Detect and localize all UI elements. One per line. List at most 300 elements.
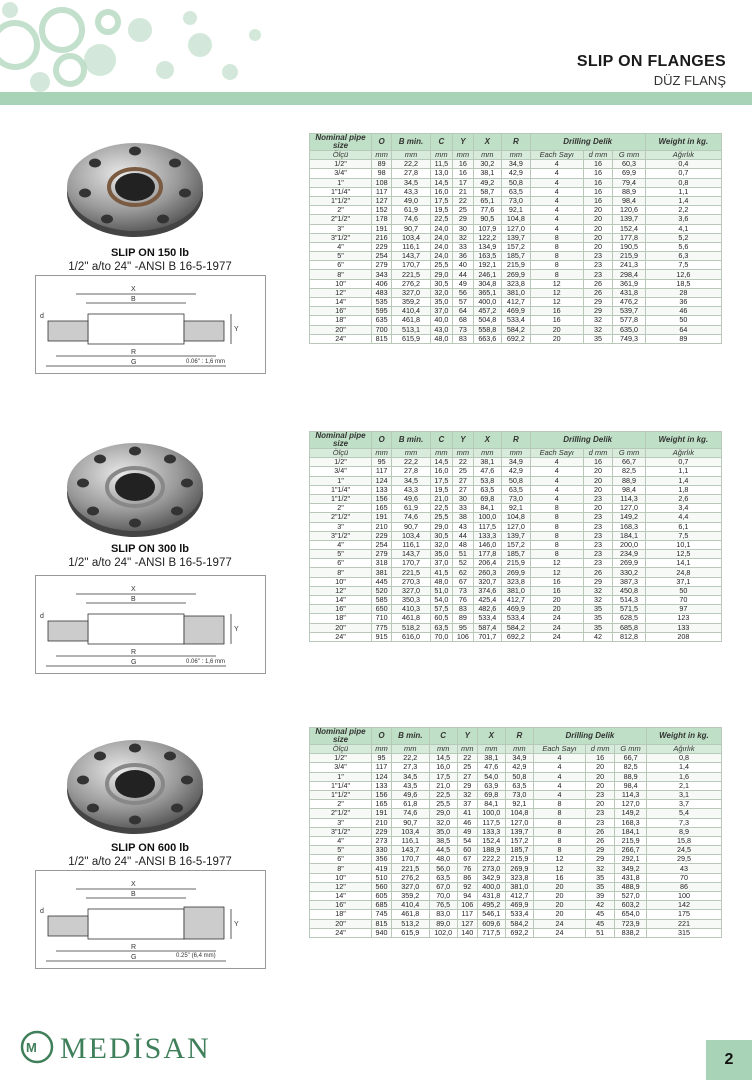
- table-cell: 35: [583, 623, 613, 632]
- table-cell: 34,9: [502, 160, 531, 169]
- table-cell: 90,7: [392, 224, 430, 233]
- table-cell: 44: [453, 531, 473, 540]
- table-cell: 74,6: [392, 215, 430, 224]
- table-cell: 88,9: [613, 187, 645, 196]
- table-row: [310, 224, 722, 233]
- table-cell: 43,3: [392, 187, 430, 196]
- table-cell: 3": [310, 522, 372, 531]
- table-cell: 32: [457, 790, 477, 799]
- table-cell: 63,5: [502, 485, 531, 494]
- table-cell: 595: [372, 307, 392, 316]
- table-cell: 241,3: [613, 261, 645, 270]
- table-cell: 2"1/2": [310, 809, 372, 818]
- table-cell: 43,3: [392, 485, 430, 494]
- table-cell: 143,7: [392, 252, 430, 261]
- table-cell: 323,8: [502, 279, 531, 288]
- table-cell: 30,2: [473, 160, 502, 169]
- table-cell: 692,2: [502, 334, 531, 343]
- table-row: [310, 864, 722, 873]
- table-cell: 254: [372, 252, 392, 261]
- table-cell: 60: [457, 846, 477, 855]
- table-cell: 152: [372, 206, 392, 215]
- svg-text:Y: Y: [234, 326, 239, 333]
- table-cell: 142: [646, 901, 721, 910]
- table-cell: 16: [583, 169, 613, 178]
- table-cell: 514,3: [613, 596, 645, 605]
- table-row: [310, 772, 722, 781]
- table-cell: 73: [453, 586, 473, 595]
- table-cell: 246,1: [473, 270, 502, 279]
- table-cell: 79,4: [613, 178, 645, 187]
- table-cell: 34,9: [502, 458, 531, 467]
- table-cell: 273,0: [477, 864, 505, 873]
- table-cell: 134,9: [473, 242, 502, 251]
- table-cell: 254: [372, 540, 392, 549]
- decorative-bubbles: [0, 0, 300, 100]
- table-cell: 122,2: [473, 233, 502, 242]
- table-cell: 42,9: [505, 763, 533, 772]
- table-cell: 24: [533, 919, 585, 928]
- col-drilling: Drilling Delik: [530, 134, 645, 151]
- table-row: [310, 325, 722, 334]
- table-cell: 191: [372, 224, 392, 233]
- table-cell: 35,0: [430, 550, 453, 559]
- table-cell: 4: [533, 763, 585, 772]
- table-cell: 558,8: [473, 325, 502, 334]
- table-cell: 24": [310, 928, 372, 937]
- table-cell: 104,8: [505, 809, 533, 818]
- table-cell: 412,7: [502, 298, 531, 307]
- table-cell: 45: [586, 910, 615, 919]
- table-cell: 89: [453, 614, 473, 623]
- table-cell: 431,8: [613, 288, 645, 297]
- table-cell: 1/2": [310, 754, 372, 763]
- table-cell: 10": [310, 873, 372, 882]
- table-cell: 4: [530, 224, 583, 233]
- table-cell: 488,9: [615, 882, 647, 891]
- table-cell: 327,0: [392, 288, 430, 297]
- table-cell: 20: [586, 781, 615, 790]
- table-cell: 1,1: [645, 187, 721, 196]
- table-row: [310, 178, 722, 187]
- table-cell: 50,8: [502, 178, 531, 187]
- table-cell: 26: [583, 279, 613, 288]
- table-cell: 127,0: [613, 504, 645, 513]
- table-cell: 457,2: [473, 307, 502, 316]
- table-cell: 37: [457, 800, 477, 809]
- table-cell: 587,4: [473, 623, 502, 632]
- table-cell: 185,7: [502, 550, 531, 559]
- table-cell: 25: [457, 763, 477, 772]
- table-cell: 0,8: [646, 754, 721, 763]
- table-cell: 42,9: [502, 169, 531, 178]
- table-cell: 4: [530, 169, 583, 178]
- table-cell: 51,0: [430, 586, 453, 595]
- table-cell: 546,1: [477, 910, 505, 919]
- table-cell: 1,6: [646, 772, 721, 781]
- table-cell: 23: [586, 818, 615, 827]
- table-cell: 0,4: [645, 160, 721, 169]
- table-cell: 513,1: [392, 325, 430, 334]
- table-cell: 77,6: [473, 206, 502, 215]
- table-cell: 533,4: [505, 910, 533, 919]
- table-cell: 10,1: [645, 540, 721, 549]
- table-cell: 815: [372, 334, 392, 343]
- table-cell: 266,7: [615, 846, 647, 855]
- table-cell: 61,8: [391, 800, 429, 809]
- table-cell: 5,4: [646, 809, 721, 818]
- table-cell: 20: [583, 233, 613, 242]
- table-cell: 20: [583, 467, 613, 476]
- table-cell: 21,0: [429, 781, 457, 790]
- table-cell: 745: [372, 910, 392, 919]
- table-cell: 63,5: [502, 187, 531, 196]
- table-cell: 64: [453, 307, 473, 316]
- table-cell: 8": [310, 270, 372, 279]
- table-cell: 22: [453, 458, 473, 467]
- table-cell: 24,5: [646, 846, 721, 855]
- table-cell: 149,2: [613, 513, 645, 522]
- table-cell: 270,3: [392, 577, 430, 586]
- section-standard: 1/2'' a/to 24'' -ANSI B 16-5-1977: [68, 261, 232, 273]
- svg-text:R: R: [131, 349, 137, 356]
- table-cell: 23: [583, 531, 613, 540]
- table-cell: 445: [372, 577, 392, 586]
- table-cell: 12: [530, 559, 583, 568]
- table-cell: 2": [310, 206, 372, 215]
- col-weight: Weight in kg.: [645, 134, 721, 151]
- table-row: [310, 215, 722, 224]
- table-cell: 98,4: [615, 781, 647, 790]
- table-cell: 156: [372, 790, 392, 799]
- table-cell: 84,1: [473, 504, 502, 513]
- flange-drawing-150: [35, 275, 266, 374]
- table-cell: 215,9: [502, 261, 531, 270]
- table-cell: 12: [530, 298, 583, 307]
- table-cell: 29: [583, 307, 613, 316]
- table-cell: 685: [372, 901, 392, 910]
- table-cell: 29,0: [430, 522, 453, 531]
- table-cell: 38: [453, 513, 473, 522]
- table-cell: 1": [310, 476, 372, 485]
- table-cell: 43: [646, 864, 721, 873]
- table-cell: 66,7: [613, 458, 645, 467]
- table-cell: 7,3: [646, 818, 721, 827]
- table-cell: 8: [530, 233, 583, 242]
- table-cell: 90,7: [392, 522, 430, 531]
- table-cell: 27: [453, 476, 473, 485]
- table-cell: 34,5: [391, 772, 429, 781]
- table-cell: 34,9: [505, 754, 533, 763]
- table-cell: 533,4: [473, 614, 502, 623]
- table-cell: 2,2: [645, 206, 721, 215]
- table-cell: 298,4: [613, 270, 645, 279]
- table-cell: 20: [530, 596, 583, 605]
- table-cell: 30: [453, 494, 473, 503]
- table-cell: 139,7: [613, 215, 645, 224]
- table-cell: 157,2: [502, 242, 531, 251]
- table-cell: 60,3: [613, 160, 645, 169]
- table-cell: 84,1: [477, 800, 505, 809]
- table-cell: 20: [533, 901, 585, 910]
- table-cell: 476,2: [613, 298, 645, 307]
- table-cell: 17,5: [429, 772, 457, 781]
- table-cell: 685,8: [613, 623, 645, 632]
- table-cell: 168,3: [615, 818, 647, 827]
- table-cell: 269,9: [502, 568, 531, 577]
- table-cell: 603,2: [615, 901, 647, 910]
- table-cell: 65,1: [473, 196, 502, 205]
- table-cell: 185,7: [502, 252, 531, 261]
- table-cell: 654,0: [615, 910, 647, 919]
- table-row: [310, 818, 722, 827]
- table-cell: 24": [310, 334, 372, 343]
- table-cell: 4: [530, 178, 583, 187]
- table-cell: 16,0: [430, 467, 453, 476]
- table-cell: 184,1: [613, 531, 645, 540]
- table-cell: 16": [310, 605, 372, 614]
- table-row: [310, 623, 722, 632]
- table-cell: 701,7: [473, 632, 502, 641]
- table-cell: 469,9: [505, 901, 533, 910]
- col-agirlik: Ağırlık: [645, 151, 721, 160]
- col-y: Y: [453, 134, 473, 151]
- table-cell: 95: [372, 458, 392, 467]
- table-cell: 1,8: [645, 485, 721, 494]
- table-cell: 18": [310, 614, 372, 623]
- table-cell: 22,5: [430, 504, 453, 513]
- table-cell: 89: [645, 334, 721, 343]
- table-cell: 692,2: [505, 928, 533, 937]
- table-cell: 21,0: [430, 494, 453, 503]
- table-cell: 170,7: [391, 855, 429, 864]
- table-cell: 83,0: [429, 910, 457, 919]
- table-cell: 51: [586, 928, 615, 937]
- table-cell: 61,9: [392, 206, 430, 215]
- table-cell: 178: [372, 215, 392, 224]
- table-cell: 14": [310, 298, 372, 307]
- table-cell: 5,6: [645, 242, 721, 251]
- table-cell: 14,5: [429, 754, 457, 763]
- table-cell: 58,7: [473, 187, 502, 196]
- table-cell: 30,5: [430, 279, 453, 288]
- table-cell: 1": [310, 772, 372, 781]
- table-cell: 381: [372, 568, 392, 577]
- table-row: [310, 910, 722, 919]
- table-cell: 29,0: [429, 809, 457, 818]
- table-cell: 304,8: [473, 279, 502, 288]
- table-cell: 585: [372, 596, 392, 605]
- table-cell: 25,5: [429, 800, 457, 809]
- table-cell: 431,8: [477, 892, 505, 901]
- table-cell: 49,0: [392, 196, 430, 205]
- table-cell: 381,0: [505, 882, 533, 891]
- table-cell: 8": [310, 568, 372, 577]
- table-cell: 16: [453, 169, 473, 178]
- table-cell: 127,0: [502, 522, 531, 531]
- svg-text:Y: Y: [234, 921, 239, 928]
- table-cell: 33: [453, 242, 473, 251]
- table-cell: 12: [533, 864, 585, 873]
- table-cell: 425,4: [473, 596, 502, 605]
- table-cell: 330: [372, 846, 392, 855]
- svg-text:d: d: [40, 908, 44, 915]
- table-row: [310, 614, 722, 623]
- svg-text:R: R: [131, 944, 137, 951]
- table-cell: 26: [586, 836, 615, 845]
- table-cell: 43,5: [391, 781, 429, 790]
- table-cell: 133,3: [473, 531, 502, 540]
- table-cell: 69,8: [473, 494, 502, 503]
- table-cell: 152,4: [613, 224, 645, 233]
- table-cell: 276,2: [391, 873, 429, 882]
- table-cell: 32,0: [429, 818, 457, 827]
- table-cell: 2"1/2": [310, 513, 372, 522]
- table-cell: 73: [453, 325, 473, 334]
- table-cell: 61,9: [392, 504, 430, 513]
- table-cell: 215,9: [502, 559, 531, 568]
- table-cell: 41,5: [430, 568, 453, 577]
- table-cell: 4: [530, 485, 583, 494]
- flange-photo-150: [55, 125, 215, 245]
- table-cell: 143,7: [391, 846, 429, 855]
- table-cell: 26: [583, 288, 613, 297]
- table-row: [310, 568, 722, 577]
- table-cell: 1": [310, 178, 372, 187]
- table-cell: 8: [530, 242, 583, 251]
- table-cell: 0,8: [645, 178, 721, 187]
- table-cell: 38,5: [429, 836, 457, 845]
- table-cell: 20: [583, 224, 613, 233]
- table-cell: 12: [530, 279, 583, 288]
- table-cell: 76: [453, 596, 473, 605]
- table-cell: 628,5: [613, 614, 645, 623]
- col-nominal: Nominal pipe size: [310, 134, 372, 151]
- table-cell: 35,0: [430, 298, 453, 307]
- table-cell: 127,0: [502, 224, 531, 233]
- table-cell: 94: [457, 892, 477, 901]
- table-cell: 106: [453, 632, 473, 641]
- table-cell: 90,7: [391, 818, 429, 827]
- svg-text:G: G: [131, 359, 137, 366]
- col-x: X: [473, 134, 502, 151]
- table-cell: 20: [583, 242, 613, 251]
- table-cell: 102,0: [429, 928, 457, 937]
- table-cell: 4: [530, 476, 583, 485]
- table-cell: 108: [372, 178, 392, 187]
- table-cell: 70,0: [429, 892, 457, 901]
- table-cell: 156: [372, 494, 392, 503]
- table-row: [310, 233, 722, 242]
- table-cell: 269,9: [502, 270, 531, 279]
- table-cell: 8: [530, 531, 583, 540]
- table-cell: 279: [372, 550, 392, 559]
- table-cell: 221: [646, 919, 721, 928]
- table-cell: 20": [310, 919, 372, 928]
- table-cell: 20: [530, 325, 583, 334]
- table-row: [310, 476, 722, 485]
- table-cell: 38,1: [477, 754, 505, 763]
- table-cell: 527,0: [615, 892, 647, 901]
- table-row: [310, 334, 722, 343]
- table-cell: 16: [453, 160, 473, 169]
- table-cell: 152,4: [477, 836, 505, 845]
- table-cell: 98,4: [613, 485, 645, 494]
- table-cell: 127,0: [615, 800, 647, 809]
- table-cell: 20: [530, 605, 583, 614]
- svg-text:B: B: [131, 891, 136, 898]
- table-cell: 22: [453, 196, 473, 205]
- table-cell: 1,1: [645, 467, 721, 476]
- table-cell: 27,8: [392, 467, 430, 476]
- table-cell: 57: [453, 298, 473, 307]
- table-cell: 106: [457, 901, 477, 910]
- table-cell: 292,1: [615, 855, 647, 864]
- spec-table-300: Nominal pipe size O B min. C Y X R Drilling Delik Weight in kg. Ölçü mm mm mm mm mm mm Each Sayı d mm G mm Ağırlık 1/2" 95 22,2 14,5 22 38,1 34,9 4 16 66,7 0,7 3/4" 117 27,8 16,0 25 47,6 42,9 4 20 82,5 1,1 1" 124 34,5 17,5 27 53,8 50,8 4 20 88,9 1,4 1"1/4" 133 43,3 19,5 27 63,5 63,5 4 20 98,4 1,8 1"1/2" 156 49,6 21,0 30 69,8 73,0 4 23 114,3 2,6 2" 165 61,9 22,5 33 84,1 92,1 8 20 127,0 3,4 2"1/2" 191 74,6 25,5 38 100,0 104,8 8 23 149,2 4,4 3" 210 90,7 29,0 43 117,5 127,0 8 23 168,3 6,1 3"1/2" 229 103,4 30,5 44 133,3 139,7 8 23 184,1 7,5 4" 254 116,1 32,0 48 146,0 157,2 8 23 200,0 10,1 5" 279 143,7 35,0 51 177,8 185,7 8 23 234,9 12,5 6" 318 170,7 37,0 52 206,4 215,9 12 23 269,9 14,1 8" 381 221,5 41,5 62 260,3 269,9 12 26 330,2 24,8 10" 445 270,3 48,0 67 320,7 323,8 16 29 387,3 37,1 12" 520 327,0 51,0 73 374,6 381,0 16 32 450,8 50 14" 585 350,3 54,0 76 425,4 412,7 20 32 514,3 70 16" 650 410,3 57,5 83 482,6 469,9 20 35 571,5 97 18" 710 461,8 60,5 89 533,4 533,4 24 35 628,5 123 20" 775 518,2 63,5 95 587,4 584,2 24 35 685,8 133 24" 915 616,0 70,0 106 701,7 692,2 24 42 812,8 208: [309, 431, 722, 642]
- table-cell: 635: [372, 316, 392, 325]
- table-cell: 20: [530, 334, 583, 343]
- table-cell: 38,1: [473, 458, 502, 467]
- table-cell: 571,5: [613, 605, 645, 614]
- table-cell: 133: [372, 781, 392, 790]
- table-cell: 717,5: [477, 928, 505, 937]
- table-cell: 23: [586, 809, 615, 818]
- table-cell: 35: [586, 882, 615, 891]
- table-cell: 24,0: [430, 224, 453, 233]
- table-cell: 577,8: [613, 316, 645, 325]
- table-cell: 47,6: [477, 763, 505, 772]
- table-cell: 12": [310, 882, 372, 891]
- table-cell: 35: [583, 605, 613, 614]
- table-cell: 1"1/4": [310, 485, 372, 494]
- table-cell: 356: [372, 855, 392, 864]
- table-cell: 54,0: [430, 596, 453, 605]
- table-cell: 177,8: [613, 233, 645, 242]
- table-cell: 92,1: [505, 800, 533, 809]
- table-cell: 95: [372, 754, 392, 763]
- table-cell: 412,7: [502, 596, 531, 605]
- table-cell: 139,7: [502, 233, 531, 242]
- table-cell: 381,0: [502, 586, 531, 595]
- table-row: [310, 279, 722, 288]
- table-cell: 74,6: [392, 513, 430, 522]
- table-cell: 43,0: [430, 325, 453, 334]
- table-cell: 4": [310, 540, 372, 549]
- table-cell: 123: [645, 614, 721, 623]
- table-cell: 53,8: [473, 476, 502, 485]
- table-cell: 279: [372, 261, 392, 270]
- table-row: [310, 169, 722, 178]
- table-cell: 32,0: [430, 288, 453, 297]
- table-cell: 146,0: [473, 540, 502, 549]
- table-cell: 23: [583, 522, 613, 531]
- table-row: [310, 827, 722, 836]
- table-cell: 349,2: [615, 864, 647, 873]
- table-cell: 24: [530, 614, 583, 623]
- table-cell: 469,9: [502, 605, 531, 614]
- table-cell: 20: [586, 763, 615, 772]
- table-cell: 342,9: [477, 873, 505, 882]
- table-cell: 32: [583, 586, 613, 595]
- table-cell: 29: [583, 577, 613, 586]
- table-cell: 19,5: [430, 485, 453, 494]
- table-cell: 133,3: [477, 827, 505, 836]
- table-cell: 4: [530, 458, 583, 467]
- table-cell: 20": [310, 325, 372, 334]
- table-cell: 406: [372, 279, 392, 288]
- table-cell: 215,9: [505, 855, 533, 864]
- table-row: [310, 632, 722, 641]
